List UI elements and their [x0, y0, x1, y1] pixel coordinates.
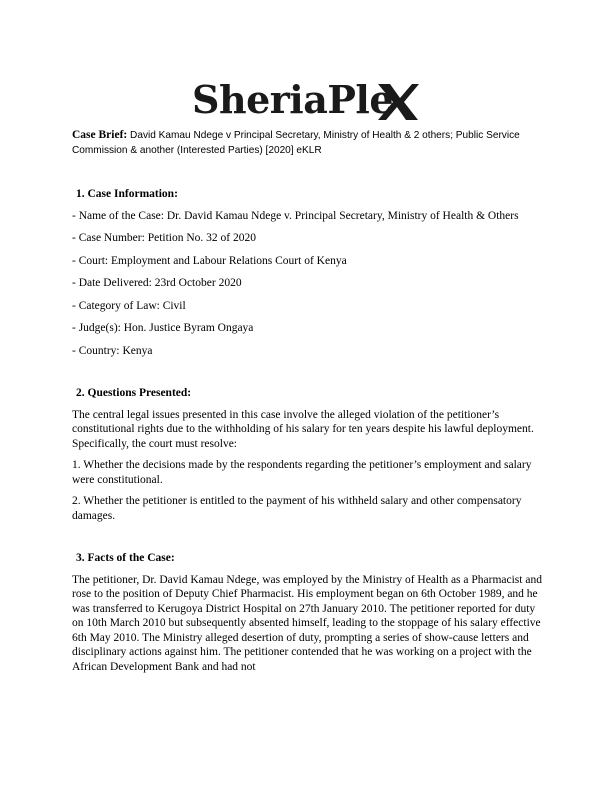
question-item: 1. Whether the decisions made by the respondents regarding the petitioner’s employment and salary were constitutional.: [72, 459, 532, 486]
case-name-line: - Name of the Case: Dr. David Kamau Ndege v. Principal Secretary, Ministry of Health & Others: [72, 209, 519, 222]
case-information-heading: 1. Case Information:: [76, 188, 178, 200]
case-brief-label: Case Brief:: [72, 129, 128, 141]
case-brief: [72, 128, 542, 158]
category-of-law-line: - Category of Law: Civil: [72, 299, 186, 312]
document-body: [72, 187, 542, 681]
case-number-line: - Case Number: Petition No. 32 of 2020: [72, 232, 256, 244]
date-delivered-line: - Date Delivered: 23rd October 2020: [72, 277, 242, 289]
country-line: - Country: Kenya: [72, 344, 153, 357]
section-spacer: [72, 530, 542, 551]
logo-wordmark: SheriaPle: [192, 77, 394, 122]
court-line: - Court: Employment and Labour Relations Court of Kenya: [72, 254, 347, 267]
x-mark-icon: [376, 82, 420, 122]
judges-line: - Judge(s): Hon. Justice Byram Ongaya: [72, 322, 254, 334]
questions-intro-paragraph: The central legal issues presented in this case involve the alleged violation of the petitioner’s constitutional rights due to the withholding of his salary for ten years despite his lawful deployment. Specifically, the court must resolve:: [72, 408, 534, 450]
section-spacer: [72, 366, 542, 386]
question-item: 2. Whether the petitioner is entitled to the payment of his withheld salary and other compensatory damages.: [72, 495, 522, 522]
facts-paragraph: The petitioner, Dr. David Kamau Ndege, was employed by the Ministry of Health as a Pharmacist and rose to the position of Deputy Chief Pharmacist. His employment began on 6th October 1989, and he was transferred to Kerugoya District Hospital on 27th January 2010. The petitioner reported for duty on 10th March 2010 but subsequently absented himself, leading to the stoppage of his salary effective 6th May 2010. The Ministry alleged desertion of duty, prompting a series of show-cause letters and disciplinary actions against him. The petitioner contended that he was working on a project with the African Development Bank and had not: [72, 573, 542, 673]
facts-heading: 3. Facts of the Case:: [76, 552, 175, 564]
sheriaplex-logo: [192, 76, 422, 124]
case-brief-title: David Kamau Ndege v Principal Secretary, Ministry of Health & 2 others; Public Service Commission & another (Interested Parties) [2020] eKLR: [72, 130, 520, 156]
questions-presented-heading: 2. Questions Presented:: [76, 387, 192, 399]
